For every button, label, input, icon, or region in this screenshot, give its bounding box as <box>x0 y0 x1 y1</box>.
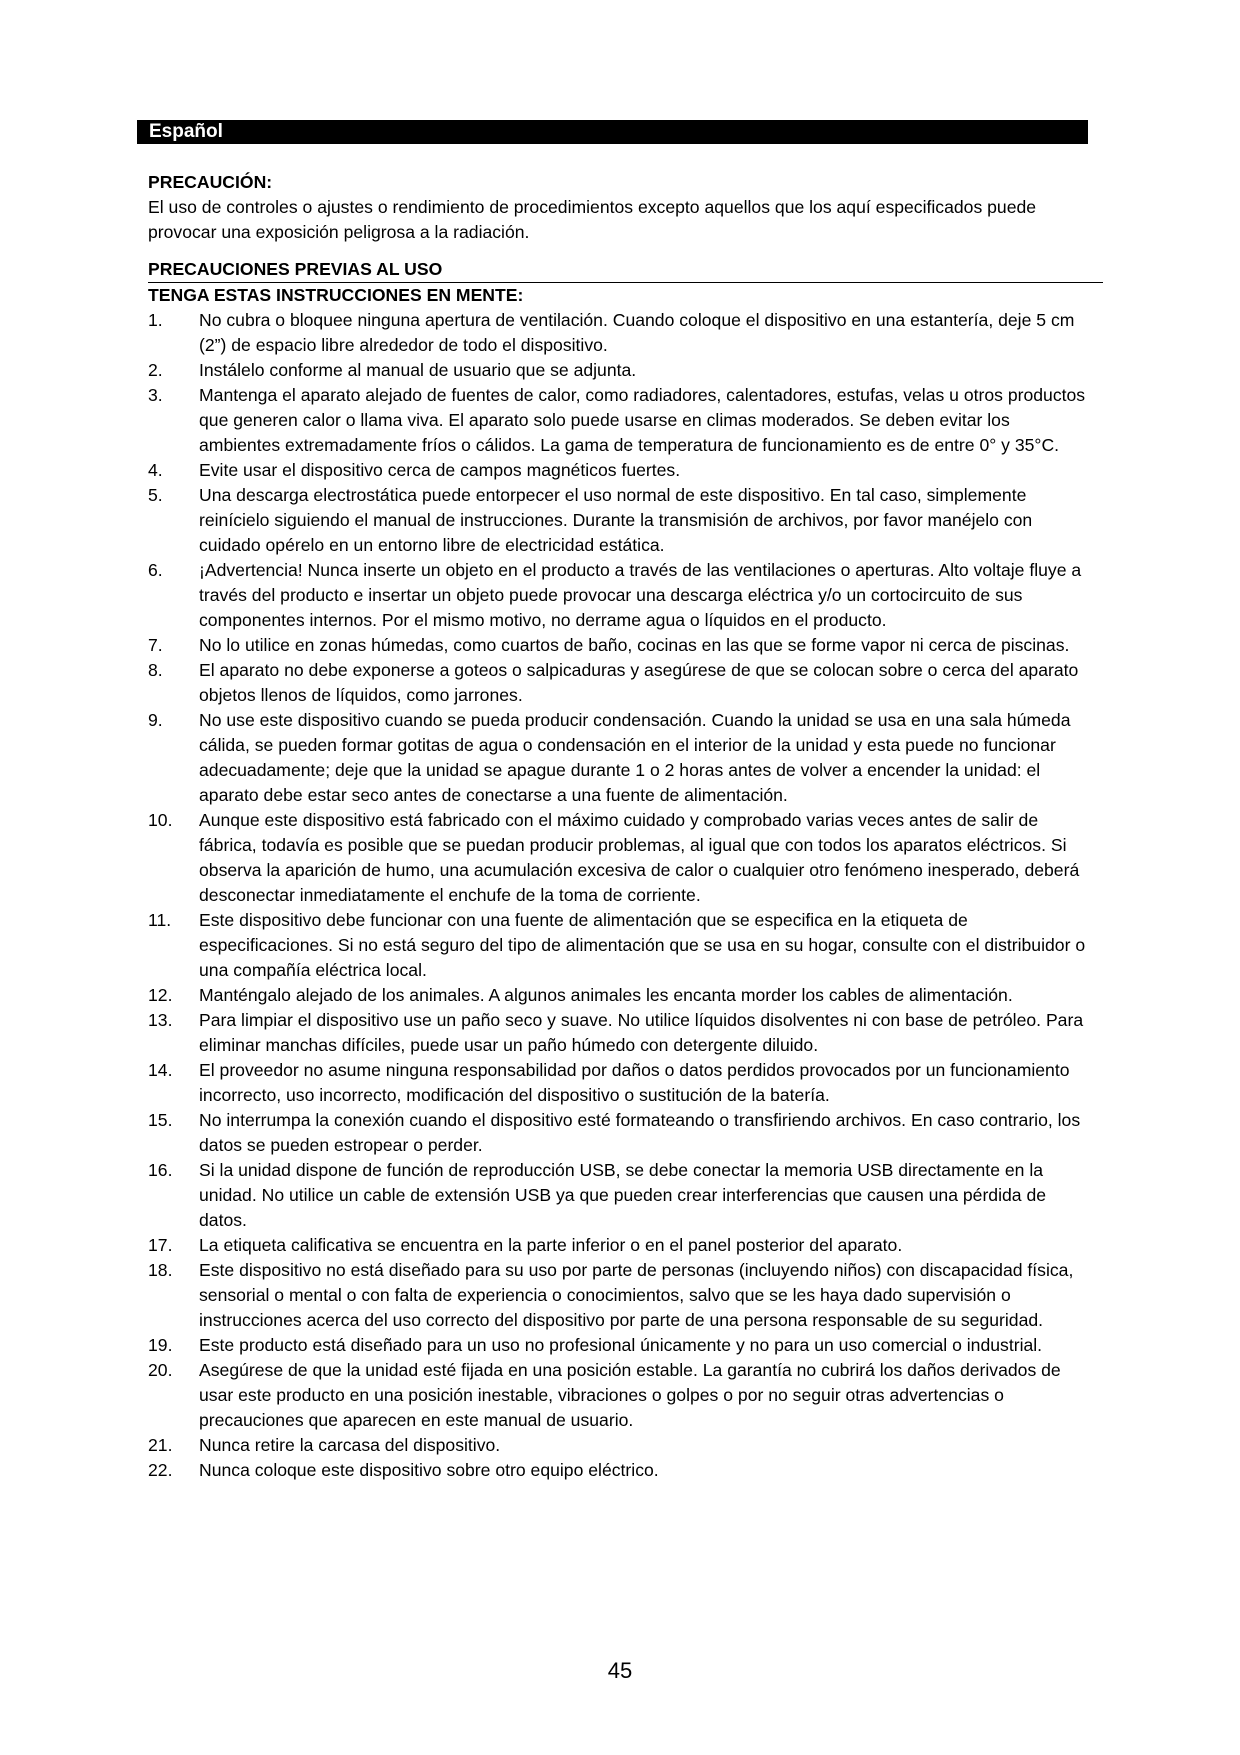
list-item-text: Aunque este dispositivo está fabricado con el máximo cuidado y comprobado varias veces antes de salir de fábrica, todavía es posible que se puedan producir problemas, al igual que con todos los aparatos eléctricos. Si observa la aparición de humo, una acumulación excesiva de calor o cualquier otro fenómeno inesperado, deberá desconectar inmediatamente el enchufe de la toma de corriente. <box>199 810 1080 905</box>
list-item-number: 17. <box>148 1235 173 1255</box>
list-item-number: 22. <box>148 1460 173 1480</box>
list-item <box>148 1233 1088 1258</box>
list-item-text: Evite usar el dispositivo cerca de campos magnéticos fuertes. <box>199 460 681 480</box>
list-item-text: Este producto está diseñado para un uso no profesional únicamente y no para un uso comercial o industrial. <box>199 1335 1043 1355</box>
list-item-number: 2. <box>148 360 163 380</box>
precautions-title: PRECAUCIONES PREVIAS AL USO <box>148 259 443 279</box>
list-item-number: 18. <box>148 1260 173 1280</box>
spacer <box>148 245 1088 257</box>
list-item-text: El aparato no debe exponerse a goteos o salpicaduras y asegúrese de que se colocan sobre o cerca del aparato objetos llenos de líquidos, como jarrones. <box>199 660 1079 705</box>
list-item <box>148 983 1088 1008</box>
list-item-number: 6. <box>148 560 163 580</box>
list-item-number: 7. <box>148 635 163 655</box>
list-item <box>148 558 1088 633</box>
list-item <box>148 1433 1088 1458</box>
list-item-number: 1. <box>148 310 163 330</box>
list-item <box>148 1258 1088 1333</box>
list-item-number: 19. <box>148 1335 173 1355</box>
list-item <box>148 358 1088 383</box>
page-number: 45 <box>607 1658 633 1683</box>
list-item-text: Nunca retire la carcasa del dispositivo. <box>199 1435 501 1455</box>
list-item-number: 11. <box>148 910 172 930</box>
list-item-text: El proveedor no asume ninguna responsabilidad por daños o datos perdidos provocados por un funcionamiento incorrecto, uso incorrecto, modificación del dispositivo o sustitución de la batería. <box>199 1060 1070 1105</box>
list-item-text: No cubra o bloquee ninguna apertura de ventilación. Cuando coloque el dispositivo en una estantería, deje 5 cm (2”) de espacio libre alrededor de todo el dispositivo. <box>199 310 1075 355</box>
precautions-list <box>148 308 1088 1483</box>
list-item-text: Asegúrese de que la unidad esté fijada en una posición estable. La garantía no cubrirá los daños derivados de usar este producto en una posición inestable, vibraciones o golpes o por no seguir otras advertencias o precauciones que aparecen en este manual de usuario. <box>199 1360 1061 1430</box>
list-item-text: Mantenga el aparato alejado de fuentes de calor, como radiadores, calentadores, estufas, velas u otros productos que generen calor o llama viva. El aparato solo puede usarse en climas moderados. Se deben evitar los ambientes extremadamente fríos o cálidos. La gama de temperatura de funcionamiento es de entre 0° y 35°C. <box>199 385 1086 455</box>
list-item-text: Instálelo conforme al manual de usuario que se adjunta. <box>199 360 637 380</box>
list-item <box>148 658 1088 708</box>
page-content <box>148 170 1088 1483</box>
list-item-text: Manténgalo alejado de los animales. A algunos animales les encanta morder los cables de alimentación. <box>199 985 1013 1005</box>
caution-text: El uso de controles o ajustes o rendimiento de procedimientos excepto aquellos que los aquí especificados puede provocar una exposición peligrosa a la radiación. <box>148 197 1037 242</box>
list-item-number: 14. <box>148 1060 173 1080</box>
list-item <box>148 633 1088 658</box>
list-item-text: Este dispositivo debe funcionar con una fuente de alimentación que se especifica en la etiqueta de especificaciones. Si no está seguro del tipo de alimentación que se usa en su hogar, consulte con el distribuidor o una compañía eléctrica local. <box>199 910 1086 980</box>
list-item <box>148 308 1088 358</box>
list-item-text: No use este dispositivo cuando se pueda producir condensación. Cuando la unidad se usa en una sala húmeda cálida, se pueden formar gotitas de agua o condensación en el interior de la unidad y esta puede no funcionar adecuadamente; deje que la unidad se apague durante 1 o 2 horas antes de volver a encender la unidad: el aparato debe estar seco antes de conectarse a una fuente de alimentación. <box>199 710 1071 805</box>
precautions-subtitle: TENGA ESTAS INSTRUCCIONES EN MENTE: <box>148 285 524 305</box>
list-item-number: 20. <box>148 1360 173 1380</box>
list-item-text: Para limpiar el dispositivo use un paño seco y suave. No utilice líquidos disolventes ni con base de petróleo. Para eliminar manchas difíciles, puede usar un paño húmedo con detergente diluido. <box>199 1010 1084 1055</box>
list-item-text: Este dispositivo no está diseñado para su uso por parte de personas (incluyendo niños) con discapacidad física, sensorial o mental o con falta de experiencia o conocimientos, salvo que se les haya dado supervisión o instrucciones acerca del uso correcto del dispositivo por parte de una persona responsable de su seguridad. <box>199 1260 1074 1330</box>
list-item-number: 12. <box>148 985 173 1005</box>
list-item-text: Si la unidad dispone de función de reproducción USB, se debe conectar la memoria USB directamente en la unidad. No utilice un cable de extensión USB ya que pueden crear interferencias que causen una pérdida de datos. <box>199 1160 1047 1230</box>
list-item <box>148 1358 1088 1433</box>
list-item <box>148 1008 1088 1058</box>
list-item-text: ¡Advertencia! Nunca inserte un objeto en el producto a través de las ventilaciones o aperturas. Alto voltaje fluye a través del producto e insertar un objeto puede provocar una descarga eléctrica y/o un cortocircuito de sus componentes internos. Por el mismo motivo, no derrame agua o líquidos en el producto. <box>199 560 1082 630</box>
list-item <box>148 458 1088 483</box>
list-item-number: 9. <box>148 710 163 730</box>
list-item-number: 4. <box>148 460 163 480</box>
list-item-text: Nunca coloque este dispositivo sobre otro equipo eléctrico. <box>199 1460 659 1480</box>
list-item <box>148 1108 1088 1158</box>
list-item <box>148 708 1088 808</box>
caution-title: PRECAUCIÓN: <box>148 172 273 192</box>
list-item-number: 5. <box>148 485 163 505</box>
list-item <box>148 1458 1088 1483</box>
precautions-title-rule <box>148 257 1103 283</box>
list-item-number: 15. <box>148 1110 173 1130</box>
list-item <box>148 1333 1088 1358</box>
list-item-text: Una descarga electrostática puede entorpecer el uso normal de este dispositivo. En tal caso, simplemente reinícielo siguiendo el manual de instrucciones. Durante la transmisión de archivos, por favor manéjelo con cuidado opérelo en un entorno libre de electricidad estática. <box>199 485 1033 555</box>
list-item <box>148 908 1088 983</box>
list-item <box>148 383 1088 458</box>
list-item-text: La etiqueta calificativa se encuentra en la parte inferior o en el panel posterior del aparato. <box>199 1235 903 1255</box>
section-language-bar: Español <box>137 120 1088 144</box>
list-item-number: 10. <box>148 810 173 830</box>
list-item-number: 3. <box>148 385 163 405</box>
list-item-number: 8. <box>148 660 163 680</box>
list-item-number: 21. <box>148 1435 173 1455</box>
list-item <box>148 1158 1088 1233</box>
list-item-number: 13. <box>148 1010 173 1030</box>
list-item-text: No lo utilice en zonas húmedas, como cuartos de baño, cocinas en las que se forme vapor ni cerca de piscinas. <box>199 635 1070 655</box>
list-item <box>148 808 1088 908</box>
list-item-text: No interrumpa la conexión cuando el dispositivo esté formateando o transfiriendo archivos. En caso contrario, los datos se pueden estropear o perder. <box>199 1110 1081 1155</box>
list-item-number: 16. <box>148 1160 173 1180</box>
list-item <box>148 483 1088 558</box>
list-item <box>148 1058 1088 1108</box>
